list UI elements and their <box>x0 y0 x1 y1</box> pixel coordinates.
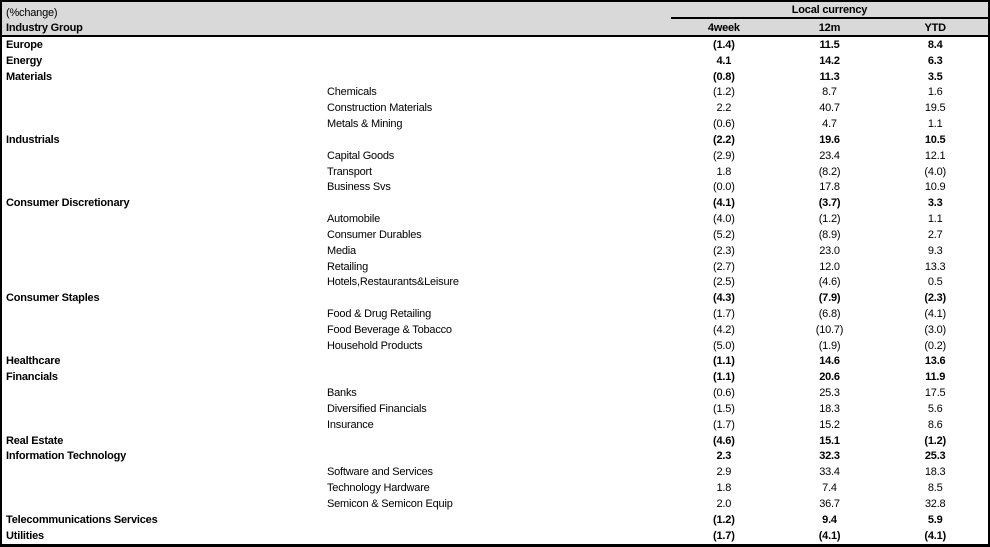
table-row <box>2 84 988 100</box>
cell-value: (4.0) <box>713 213 735 226</box>
table-row <box>2 132 988 148</box>
cell-value: (10.7) <box>815 323 844 336</box>
row-label: Information Technology <box>6 450 127 463</box>
cell-value: 15.2 <box>819 418 840 431</box>
cell-value: (7.9) <box>818 292 841 305</box>
cell-value: 32.8 <box>924 497 946 510</box>
cell-value: 18.3 <box>819 402 840 415</box>
cell-value: 32.3 <box>819 450 840 463</box>
row-label: Food & Drug Retailing <box>327 307 432 320</box>
cell-value: (3.7) <box>818 197 841 210</box>
table-row <box>2 148 988 164</box>
row-label: Chemicals <box>327 86 377 99</box>
table-row <box>2 338 988 354</box>
cell-value: (4.6) <box>713 434 735 447</box>
cell-value: 12.0 <box>819 260 840 273</box>
table-body <box>2 37 988 544</box>
row-label: Household Products <box>327 339 423 352</box>
cell-value: 2.0 <box>716 497 732 510</box>
table-row <box>2 100 988 116</box>
cell-value: (1.7) <box>713 307 735 320</box>
cell-value: 40.7 <box>819 102 840 115</box>
cell-value: 23.4 <box>819 149 840 162</box>
table-row <box>2 69 988 85</box>
header-row-columns <box>2 19 988 35</box>
row-label: Diversified Financials <box>327 402 427 415</box>
table-row <box>2 274 988 290</box>
cell-value: 19.6 <box>819 133 840 146</box>
cell-value: 4.1 <box>716 54 732 67</box>
cell-value: (4.1) <box>713 197 735 210</box>
cell-value: 3.3 <box>927 197 943 210</box>
row-label: Semicon & Semicon Equip <box>327 497 453 510</box>
percent-change-label: (%change) <box>6 7 58 19</box>
table-row <box>2 195 988 211</box>
row-label: Automobile <box>327 213 381 226</box>
cell-value: 15.1 <box>819 434 840 447</box>
row-label: Banks <box>327 387 357 400</box>
table-row <box>2 496 988 512</box>
table-row <box>2 401 988 417</box>
cell-value: 10.9 <box>924 181 946 194</box>
cell-value: (0.6) <box>713 387 735 400</box>
cell-value: 11.9 <box>925 371 946 384</box>
cell-value: 8.7 <box>822 86 837 99</box>
cell-value: (0.2) <box>924 339 946 352</box>
cell-value: 5.9 <box>927 513 943 526</box>
cell-value: (5.2) <box>713 228 735 241</box>
cell-value: 25.3 <box>924 450 946 463</box>
cell-value: 10.5 <box>924 133 946 146</box>
cell-value: 0.5 <box>927 276 943 289</box>
table-row <box>2 164 988 180</box>
table-row <box>2 449 988 465</box>
cell-value: 1.6 <box>927 86 943 99</box>
row-label: Europe <box>6 38 43 51</box>
cell-value: (2.9) <box>713 149 735 162</box>
cell-value: 2.2 <box>716 102 732 115</box>
cell-value: (1.2) <box>713 513 735 526</box>
row-label: Consumer Durables <box>327 228 422 241</box>
table-row <box>2 243 988 259</box>
cell-value: (1.7) <box>713 418 735 431</box>
row-label: Metals & Mining <box>327 118 403 131</box>
cell-value: 18.3 <box>924 466 946 479</box>
cell-value: (2.2) <box>713 133 735 146</box>
cell-value: (6.8) <box>818 307 841 320</box>
cell-value: (1.4) <box>713 38 735 51</box>
table-row <box>2 417 988 433</box>
cell-value: 1.8 <box>716 482 732 495</box>
cell-value: 3.5 <box>927 70 943 83</box>
cell-value: 2.9 <box>716 466 732 479</box>
cell-value: 1.8 <box>716 165 732 178</box>
table-row <box>2 464 988 480</box>
cell-value: 5.6 <box>927 402 943 415</box>
table-header <box>2 2 988 37</box>
table-row <box>2 116 988 132</box>
header-row-top <box>2 2 988 19</box>
cell-value: 25.3 <box>819 387 840 400</box>
table-row <box>2 369 988 385</box>
row-label: Capital Goods <box>327 149 395 162</box>
table-row <box>2 211 988 227</box>
cell-value: 14.6 <box>819 355 840 368</box>
row-label: Energy <box>6 54 43 67</box>
row-label: Food Beverage & Tobacco <box>327 323 452 336</box>
cell-value: 17.5 <box>924 387 946 400</box>
column-header-4week: 4week <box>707 22 740 34</box>
row-label: Media <box>327 244 356 257</box>
table-row <box>2 227 988 243</box>
table-row <box>2 354 988 370</box>
table-row <box>2 528 988 544</box>
cell-value: 9.4 <box>822 513 837 526</box>
cell-value: (4.1) <box>818 529 841 542</box>
table-row <box>2 512 988 528</box>
cell-value: (5.0) <box>713 339 735 352</box>
column-header-ytd: YTD <box>924 22 946 34</box>
cell-value: (4.2) <box>713 323 735 336</box>
cell-value: (0.0) <box>713 181 735 194</box>
row-label: Construction Materials <box>327 102 433 115</box>
table-row <box>2 37 988 53</box>
row-label: Healthcare <box>6 355 61 368</box>
row-label: Utilities <box>6 529 44 542</box>
row-label: Consumer Discretionary <box>6 197 130 210</box>
cell-value: 12.1 <box>924 149 946 162</box>
row-label: Materials <box>6 70 52 83</box>
row-label: Software and Services <box>327 466 433 479</box>
cell-value: 4.7 <box>822 118 837 131</box>
cell-value: 13.6 <box>924 355 946 368</box>
table-row <box>2 322 988 338</box>
column-header-12m: 12m <box>818 22 841 34</box>
cell-value: (1.2) <box>924 434 946 447</box>
table-row <box>2 290 988 306</box>
local-currency-header: Local currency <box>671 4 988 19</box>
cell-value: (0.8) <box>713 70 735 83</box>
cell-value: 1.1 <box>927 213 943 226</box>
cell-value: 14.2 <box>819 54 840 67</box>
cell-value: (1.2) <box>818 213 841 226</box>
cell-value: 11.5 <box>819 38 840 51</box>
cell-value: (4.1) <box>924 307 946 320</box>
row-label: Financials <box>6 371 58 384</box>
cell-value: (1.5) <box>713 402 735 415</box>
cell-value: (1.9) <box>818 339 841 352</box>
cell-value: 1.1 <box>927 118 943 131</box>
cell-value: (1.7) <box>713 529 735 542</box>
table-row <box>2 259 988 275</box>
table-row <box>2 179 988 195</box>
cell-value: (8.2) <box>818 165 841 178</box>
row-label: Retailing <box>327 260 369 273</box>
cell-value: 6.3 <box>927 54 943 67</box>
table-row <box>2 53 988 69</box>
cell-value: 23.0 <box>819 244 840 257</box>
cell-value: 19.5 <box>924 102 946 115</box>
row-label: Insurance <box>327 418 374 431</box>
cell-value: (1.1) <box>713 355 735 368</box>
row-label: Consumer Staples <box>6 292 100 305</box>
cell-value: (4.1) <box>924 529 946 542</box>
cell-value: (2.3) <box>713 244 735 257</box>
table-row <box>2 385 988 401</box>
cell-value: (3.0) <box>924 323 946 336</box>
cell-value: 7.4 <box>822 482 837 495</box>
cell-value: (1.2) <box>713 86 735 99</box>
table-row <box>2 433 988 449</box>
cell-value: 8.4 <box>927 38 943 51</box>
cell-value: (4.3) <box>713 292 735 305</box>
cell-value: (2.5) <box>713 276 735 289</box>
cell-value: 36.7 <box>819 497 840 510</box>
cell-value: 8.6 <box>927 418 943 431</box>
row-label: Telecommunications Services <box>6 513 158 526</box>
cell-value: (4.0) <box>924 165 946 178</box>
currency-header-zone <box>671 4 988 19</box>
cell-value: (1.1) <box>713 371 735 384</box>
row-label: Business Svs <box>327 181 391 194</box>
row-label: Real Estate <box>6 434 64 447</box>
cell-value: 13.3 <box>924 260 946 273</box>
cell-value: 20.6 <box>819 371 840 384</box>
cell-value: (0.6) <box>713 118 735 131</box>
row-label: Hotels,Restaurants&Leisure <box>327 276 459 289</box>
row-label: Transport <box>327 165 372 178</box>
cell-value: (2.7) <box>713 260 735 273</box>
row-label: Industrials <box>6 133 60 146</box>
cell-value: 17.8 <box>819 181 840 194</box>
cell-value: (2.3) <box>924 292 946 305</box>
cell-value: 11.3 <box>819 70 840 83</box>
table-row <box>2 480 988 496</box>
cell-value: 2.3 <box>716 450 732 463</box>
cell-value: (4.6) <box>818 276 841 289</box>
table-row <box>2 306 988 322</box>
cell-value: 2.7 <box>927 228 943 241</box>
cell-value: (8.9) <box>818 228 841 241</box>
industry-group-header: Industry Group <box>6 22 83 34</box>
cell-value: 33.4 <box>819 466 840 479</box>
cell-value: 9.3 <box>927 244 943 257</box>
cell-value: 8.5 <box>927 482 943 495</box>
column-headers <box>671 22 988 34</box>
row-label: Technology Hardware <box>327 482 430 495</box>
